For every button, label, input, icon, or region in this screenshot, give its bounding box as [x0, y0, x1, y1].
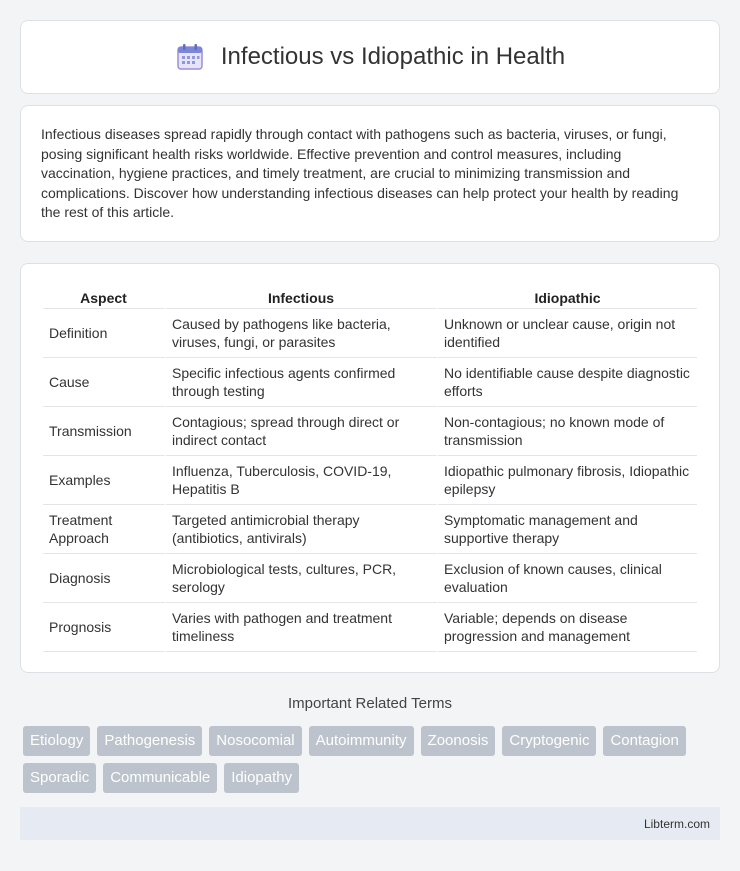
header-idiopathic: Idiopathic — [438, 284, 697, 309]
tag-nosocomial[interactable]: Nosocomial — [209, 726, 301, 756]
tag-pathogenesis[interactable]: Pathogenesis — [97, 726, 202, 756]
comparison-card — [20, 263, 720, 673]
calendar-icon — [175, 42, 205, 72]
tag-zoonosis[interactable]: Zoonosis — [421, 726, 496, 756]
row-aspect: Cause — [43, 358, 166, 407]
table-row — [43, 505, 697, 554]
table-row — [43, 407, 697, 456]
table-header-row — [43, 284, 697, 309]
row-idiopathic: Idiopathic pulmonary fibrosis, Idiopathic epilepsy — [438, 456, 697, 505]
row-infectious: Contagious; spread through direct or indirect contact — [166, 407, 438, 456]
tag-etiology[interactable]: Etiology — [23, 726, 90, 756]
table-row — [43, 358, 697, 407]
header-infectious: Infectious — [166, 284, 438, 309]
page-title: Infectious vs Idiopathic in Health — [220, 43, 566, 70]
row-aspect: Diagnosis — [43, 554, 166, 603]
row-idiopathic: Exclusion of known causes, clinical evaluation — [438, 554, 697, 603]
header-aspect: Aspect — [43, 284, 166, 309]
table-row — [43, 554, 697, 603]
row-infectious: Varies with pathogen and treatment timeliness — [166, 603, 438, 652]
table-row — [43, 456, 697, 505]
related-terms-list — [23, 726, 723, 793]
footer-link[interactable]: Libterm.com — [643, 816, 710, 831]
row-idiopathic: Non-contagious; no known mode of transmission — [438, 407, 697, 456]
row-idiopathic: Variable; depends on disease progression and management — [438, 603, 697, 652]
table-row — [43, 603, 697, 652]
row-aspect: Prognosis — [43, 603, 166, 652]
row-idiopathic: No identifiable cause despite diagnostic efforts — [438, 358, 697, 407]
tag-sporadic[interactable]: Sporadic — [23, 763, 96, 793]
related-terms-title: Important Related Terms — [288, 695, 452, 712]
tag-autoimmunity[interactable]: Autoimmunity — [309, 726, 414, 756]
row-infectious: Influenza, Tuberculosis, COVID-19, Hepatitis B — [166, 456, 438, 505]
row-infectious: Microbiological tests, cultures, PCR, serology — [166, 554, 438, 603]
row-idiopathic: Symptomatic management and supportive therapy — [438, 505, 697, 554]
intro-card — [20, 105, 720, 242]
row-infectious: Targeted antimicrobial therapy (antibiotics, antivirals) — [166, 505, 438, 554]
row-idiopathic: Unknown or unclear cause, origin not identified — [438, 309, 697, 358]
row-aspect: Treatment Approach — [43, 505, 166, 554]
tag-idiopathy[interactable]: Idiopathy — [224, 763, 299, 793]
tag-cryptogenic[interactable]: Cryptogenic — [502, 726, 596, 756]
intro-text: Infectious diseases spread rapidly through contact with pathogens such as bacteria, viruses, or fungi, posing significant health risks worldwide. Effective prevention and control measures, including vaccination, hygiene practices, and timely treatment, are crucial to minimizing transmission and complications. Discover how understanding infectious diseases can help protect your health by reading the rest of this article. — [41, 126, 679, 220]
header-card — [20, 20, 720, 94]
row-aspect: Examples — [43, 456, 166, 505]
tag-communicable[interactable]: Communicable — [103, 763, 217, 793]
row-aspect: Definition — [43, 309, 166, 358]
row-aspect: Transmission — [43, 407, 166, 456]
title-wrap — [175, 42, 565, 72]
table-row — [43, 309, 697, 358]
row-infectious: Specific infectious agents confirmed through testing — [166, 358, 438, 407]
footer — [20, 807, 720, 840]
row-infectious: Caused by pathogens like bacteria, viruses, fungi, or parasites — [166, 309, 438, 358]
comparison-table — [43, 284, 697, 652]
tag-contagion[interactable]: Contagion — [603, 726, 685, 756]
